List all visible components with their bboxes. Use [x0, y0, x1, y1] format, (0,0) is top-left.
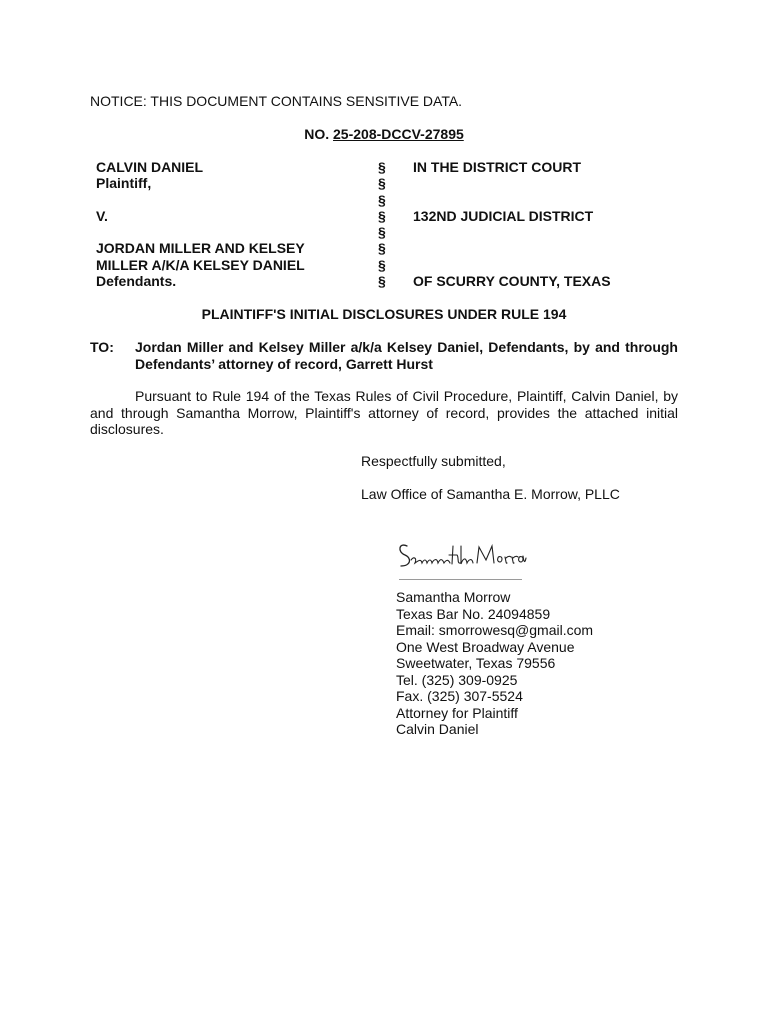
caption-right-line: OF SCURRY COUNTY, TEXAS — [413, 273, 611, 290]
to-label: TO: — [90, 339, 114, 355]
caption-left-line: Defendants. — [96, 273, 177, 290]
caption-right-line: IN THE DISTRICT COURT — [413, 159, 581, 175]
client-name: Calvin Daniel — [396, 721, 479, 737]
caption-left-line — [96, 224, 305, 240]
address-line-2: Sweetwater, Texas 79556 — [396, 655, 556, 671]
section-symbol: § — [378, 224, 386, 241]
attorney-name: Samantha Morrow — [396, 589, 511, 605]
caption-right-line — [413, 224, 611, 240]
section-symbol: § — [378, 191, 386, 208]
caption-left-line: Plaintiff, — [96, 175, 152, 192]
case-number — [0, 126, 768, 143]
caption-left-line: CALVIN DANIEL — [96, 159, 204, 175]
case-number-value: 25-208-DCCV-27895 — [333, 126, 464, 142]
section-symbol: § — [378, 240, 386, 257]
caption-left-line: JORDAN MILLER AND KELSEY — [96, 240, 305, 257]
body-paragraph: Pursuant to Rule 194 of the Texas Rules of Civil Procedure, Plaintiff, Calvin Daniel, by and through Samantha Morrow, Plaintiff's attorney of record, provides the attached initial disclosures. — [90, 388, 678, 437]
attorney-email: Email: smorrowesq@gmail.com — [396, 622, 594, 638]
address-line-1: One West Broadway Avenue — [396, 638, 575, 655]
attorney-role: Attorney for Plaintiff — [396, 704, 518, 721]
caption-right-line — [413, 257, 611, 273]
to-recipients: Jordan Miller and Kelsey Miller a/k/a Kelsey Daniel, Defendants, by and through Defendants’ attorney of record, Garrett Hurst — [135, 339, 678, 372]
caption-left-line: MILLER A/K/A KELSEY DANIEL — [96, 256, 305, 273]
case-number-prefix: NO. — [304, 126, 334, 142]
caption-left-line — [96, 192, 305, 208]
section-symbol: § — [378, 175, 386, 192]
caption-parties — [96, 159, 305, 289]
caption-right-line — [413, 175, 611, 191]
attorney-signature-block — [396, 589, 593, 738]
document-title: PLAINTIFF'S INITIAL DISCLOSURES UNDER RULE 194 — [201, 306, 567, 322]
caption-court — [413, 159, 611, 289]
section-symbol: § — [378, 207, 386, 224]
section-symbol: § — [378, 273, 386, 290]
caption-right-line — [413, 240, 611, 256]
caption-right-line — [413, 192, 611, 208]
firm-name: Law Office of Samantha E. Morrow, PLLC — [361, 486, 620, 502]
closing: Respectfully submitted, — [361, 453, 506, 469]
caption-right-line: 132ND JUDICIAL DISTRICT — [413, 207, 594, 224]
bar-number: Texas Bar No. 24094859 — [396, 605, 551, 622]
section-symbol: § — [378, 256, 386, 273]
caption-left-line: V. — [96, 207, 108, 224]
caption-section-symbols — [378, 159, 386, 289]
section-symbol: § — [378, 159, 386, 175]
fax: Fax. (325) 307-5524 — [396, 688, 523, 704]
signature-line — [399, 579, 522, 580]
signature-image — [395, 536, 527, 576]
sensitive-data-notice: NOTICE: THIS DOCUMENT CONTAINS SENSITIVE DATA. — [90, 93, 463, 109]
telephone: Tel. (325) 309-0925 — [396, 671, 518, 688]
